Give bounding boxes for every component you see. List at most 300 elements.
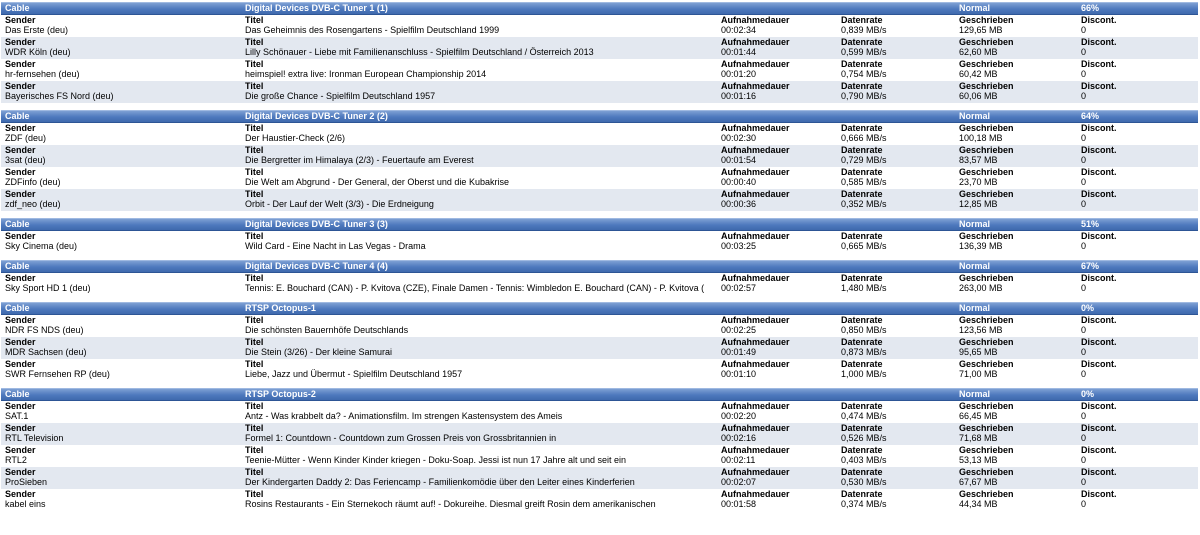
- recording-row: [1, 15, 1198, 37]
- tuner-type: Cable: [5, 111, 30, 121]
- written-cell: [959, 315, 1079, 337]
- title-cell: [245, 401, 715, 423]
- written-value: 263,00 MB: [959, 283, 1003, 293]
- discont-label: Discont.: [1081, 167, 1117, 177]
- duration-label: Aufnahmedauer: [721, 15, 790, 25]
- title-cell: [245, 123, 715, 145]
- datarate-value: 0,530 MB/s: [841, 477, 887, 487]
- written-value: 100,18 MB: [959, 133, 1003, 143]
- datarate-value: 0,666 MB/s: [841, 133, 887, 143]
- title-cell: [245, 423, 715, 445]
- written-cell: [959, 15, 1079, 37]
- datarate-label: Datenrate: [841, 359, 883, 369]
- discont-cell: [1081, 337, 1191, 359]
- discont-label: Discont.: [1081, 489, 1117, 499]
- title-value: Liebe, Jazz und Übermut - Spielfilm Deutschland 1957: [245, 369, 463, 379]
- datarate-value: 0,474 MB/s: [841, 411, 887, 421]
- written-value: 95,65 MB: [959, 347, 998, 357]
- datarate-cell: [841, 37, 951, 59]
- recording-row: [1, 489, 1198, 511]
- discont-value: 0: [1081, 25, 1087, 35]
- sender-value: kabel eins: [5, 499, 46, 509]
- title-label: Titel: [245, 467, 264, 477]
- recording-list: [1, 315, 1198, 381]
- tuner-header: [1, 218, 1198, 231]
- written-value: 129,65 MB: [959, 25, 1003, 35]
- sender-value: ZDFinfo (deu): [5, 177, 61, 187]
- written-cell: [959, 167, 1079, 189]
- tuner-load-percent: 66%: [1081, 3, 1100, 13]
- title-value: Antz - Was krabbelt da? - Animationsfilm. Im strengen Kastensystem des Ameis: [245, 411, 563, 421]
- written-cell: [959, 59, 1079, 81]
- sender-value: Bayerisches FS Nord (deu): [5, 91, 114, 101]
- duration-cell: [721, 123, 836, 145]
- datarate-value: 1,000 MB/s: [841, 369, 887, 379]
- title-cell: [245, 15, 715, 37]
- written-value: 60,42 MB: [959, 69, 998, 79]
- written-cell: [959, 423, 1079, 445]
- written-value: 83,57 MB: [959, 155, 998, 165]
- datarate-cell: [841, 189, 951, 211]
- datarate-label: Datenrate: [841, 59, 883, 69]
- title-cell: [245, 489, 715, 511]
- sender-value: RTL Television: [5, 433, 64, 443]
- discont-cell: [1081, 467, 1191, 489]
- written-label: Geschrieben: [959, 315, 1014, 325]
- tuner-block: [1, 110, 1198, 211]
- datarate-cell: [841, 273, 951, 295]
- tuner-load-percent: 64%: [1081, 111, 1100, 121]
- written-label: Geschrieben: [959, 37, 1014, 47]
- duration-label: Aufnahmedauer: [721, 123, 790, 133]
- sender-label: Sender: [5, 401, 36, 411]
- discont-label: Discont.: [1081, 37, 1117, 47]
- duration-cell: [721, 445, 836, 467]
- tuner-name: RTSP Octopus-1: [245, 303, 316, 313]
- title-label: Titel: [245, 37, 264, 47]
- discont-value: 0: [1081, 347, 1087, 357]
- discont-cell: [1081, 401, 1191, 423]
- recording-list: [1, 123, 1198, 211]
- duration-value: 00:01:58: [721, 499, 757, 509]
- written-cell: [959, 37, 1079, 59]
- written-value: 62,60 MB: [959, 47, 998, 57]
- written-value: 53,13 MB: [959, 455, 998, 465]
- duration-label: Aufnahmedauer: [721, 467, 790, 477]
- discont-value: 0: [1081, 477, 1087, 487]
- title-label: Titel: [245, 231, 264, 241]
- sender-cell: [5, 189, 241, 211]
- datarate-cell: [841, 145, 951, 167]
- datarate-label: Datenrate: [841, 489, 883, 499]
- duration-cell: [721, 189, 836, 211]
- duration-cell: [721, 489, 836, 511]
- tuner-type: Cable: [5, 3, 30, 13]
- title-value: Die große Chance - Spielfilm Deutschland 1957: [245, 91, 436, 101]
- recording-row: [1, 59, 1198, 81]
- title-cell: [245, 167, 715, 189]
- discont-cell: [1081, 189, 1191, 211]
- datarate-label: Datenrate: [841, 315, 883, 325]
- duration-value: 00:02:07: [721, 477, 757, 487]
- recording-row: [1, 273, 1198, 295]
- discont-value: 0: [1081, 155, 1087, 165]
- written-cell: [959, 337, 1079, 359]
- duration-cell: [721, 81, 836, 103]
- title-value: Formel 1: Countdown - Countdown zum Grossen Preis von Grossbritannien in: [245, 433, 557, 443]
- sender-cell: [5, 123, 241, 145]
- discont-label: Discont.: [1081, 145, 1117, 155]
- tuner-header: [1, 110, 1198, 123]
- title-cell: [245, 337, 715, 359]
- tuner-type: Cable: [5, 219, 30, 229]
- tuner-mode: Normal: [959, 111, 991, 121]
- datarate-cell: [841, 231, 951, 253]
- discont-label: Discont.: [1081, 315, 1117, 325]
- datarate-label: Datenrate: [841, 145, 883, 155]
- duration-value: 00:00:40: [721, 177, 757, 187]
- title-value: Die schönsten Bauernhöfe Deutschlands: [245, 325, 409, 335]
- recording-list: [1, 401, 1198, 511]
- discont-value: 0: [1081, 47, 1087, 57]
- tuner-mode: Normal: [959, 261, 991, 271]
- discont-label: Discont.: [1081, 273, 1117, 283]
- recording-row: [1, 401, 1198, 423]
- discont-label: Discont.: [1081, 337, 1117, 347]
- tuner-mode: Normal: [959, 219, 991, 229]
- sender-label: Sender: [5, 445, 36, 455]
- discont-cell: [1081, 123, 1191, 145]
- sender-label: Sender: [5, 189, 36, 199]
- sender-cell: [5, 359, 241, 381]
- written-label: Geschrieben: [959, 231, 1014, 241]
- discont-cell: [1081, 315, 1191, 337]
- duration-value: 00:02:34: [721, 25, 757, 35]
- sender-label: Sender: [5, 59, 36, 69]
- duration-label: Aufnahmedauer: [721, 423, 790, 433]
- sender-cell: [5, 315, 241, 337]
- title-value: Lilly Schönauer - Liebe mit Familienanschluss - Spielfilm Deutschland / Österreich 2013: [245, 47, 594, 57]
- discont-label: Discont.: [1081, 189, 1117, 199]
- written-value: 66,45 MB: [959, 411, 998, 421]
- discont-label: Discont.: [1081, 445, 1117, 455]
- sender-value: NDR FS NDS (deu): [5, 325, 84, 335]
- datarate-label: Datenrate: [841, 337, 883, 347]
- duration-label: Aufnahmedauer: [721, 273, 790, 283]
- sender-value: SAT.1: [5, 411, 29, 421]
- written-value: 60,06 MB: [959, 91, 998, 101]
- tuner-load-percent: 67%: [1081, 261, 1100, 271]
- discont-value: 0: [1081, 133, 1087, 143]
- title-label: Titel: [245, 423, 264, 433]
- title-label: Titel: [245, 401, 264, 411]
- recording-row: [1, 231, 1198, 253]
- duration-value: 00:02:30: [721, 133, 757, 143]
- discont-cell: [1081, 231, 1191, 253]
- sender-label: Sender: [5, 359, 36, 369]
- written-label: Geschrieben: [959, 337, 1014, 347]
- discont-value: 0: [1081, 433, 1087, 443]
- duration-value: 00:01:10: [721, 369, 757, 379]
- written-cell: [959, 467, 1079, 489]
- duration-cell: [721, 359, 836, 381]
- tuner-header: [1, 302, 1198, 315]
- discont-label: Discont.: [1081, 231, 1117, 241]
- duration-label: Aufnahmedauer: [721, 445, 790, 455]
- sender-value: zdf_neo (deu): [5, 199, 61, 209]
- written-label: Geschrieben: [959, 273, 1014, 283]
- discont-cell: [1081, 423, 1191, 445]
- written-label: Geschrieben: [959, 359, 1014, 369]
- title-value: Orbit - Der Lauf der Welt (3/3) - Die Erdneigung: [245, 199, 434, 209]
- discont-value: 0: [1081, 69, 1087, 79]
- sender-cell: [5, 167, 241, 189]
- duration-label: Aufnahmedauer: [721, 315, 790, 325]
- written-label: Geschrieben: [959, 15, 1014, 25]
- sender-value: ProSieben: [5, 477, 48, 487]
- recording-row: [1, 359, 1198, 381]
- duration-cell: [721, 315, 836, 337]
- recording-list: [1, 231, 1198, 253]
- datarate-value: 0,403 MB/s: [841, 455, 887, 465]
- sender-label: Sender: [5, 467, 36, 477]
- sender-label: Sender: [5, 231, 36, 241]
- sender-label: Sender: [5, 81, 36, 91]
- title-label: Titel: [245, 123, 264, 133]
- recording-row: [1, 189, 1198, 211]
- duration-label: Aufnahmedauer: [721, 167, 790, 177]
- datarate-value: 0,526 MB/s: [841, 433, 887, 443]
- tuner-name: Digital Devices DVB-C Tuner 3 (3): [245, 219, 388, 229]
- title-label: Titel: [245, 167, 264, 177]
- tuner-mode: Normal: [959, 389, 991, 399]
- discont-cell: [1081, 59, 1191, 81]
- discont-value: 0: [1081, 455, 1087, 465]
- sender-cell: [5, 273, 241, 295]
- datarate-label: Datenrate: [841, 423, 883, 433]
- sender-label: Sender: [5, 167, 36, 177]
- discont-label: Discont.: [1081, 15, 1117, 25]
- written-cell: [959, 489, 1079, 511]
- datarate-label: Datenrate: [841, 467, 883, 477]
- duration-cell: [721, 423, 836, 445]
- title-cell: [245, 359, 715, 381]
- title-cell: [245, 59, 715, 81]
- datarate-cell: [841, 15, 951, 37]
- sender-value: ZDF (deu): [5, 133, 47, 143]
- title-label: Titel: [245, 15, 264, 25]
- datarate-label: Datenrate: [841, 81, 883, 91]
- title-label: Titel: [245, 337, 264, 347]
- sender-cell: [5, 337, 241, 359]
- duration-label: Aufnahmedauer: [721, 359, 790, 369]
- discont-value: 0: [1081, 91, 1087, 101]
- discont-label: Discont.: [1081, 467, 1117, 477]
- title-cell: [245, 37, 715, 59]
- title-cell: [245, 81, 715, 103]
- sender-cell: [5, 445, 241, 467]
- sender-value: SWR Fernsehen RP (deu): [5, 369, 110, 379]
- datarate-cell: [841, 359, 951, 381]
- written-cell: [959, 401, 1079, 423]
- datarate-cell: [841, 81, 951, 103]
- duration-cell: [721, 167, 836, 189]
- tuner-load-percent: 51%: [1081, 219, 1100, 229]
- written-label: Geschrieben: [959, 423, 1014, 433]
- recording-row: [1, 445, 1198, 467]
- written-value: 136,39 MB: [959, 241, 1003, 251]
- discont-label: Discont.: [1081, 123, 1117, 133]
- title-label: Titel: [245, 315, 264, 325]
- datarate-label: Datenrate: [841, 167, 883, 177]
- sender-label: Sender: [5, 145, 36, 155]
- written-value: 71,68 MB: [959, 433, 998, 443]
- recording-row: [1, 167, 1198, 189]
- duration-label: Aufnahmedauer: [721, 231, 790, 241]
- duration-cell: [721, 37, 836, 59]
- written-cell: [959, 145, 1079, 167]
- sender-label: Sender: [5, 489, 36, 499]
- discont-cell: [1081, 359, 1191, 381]
- written-value: 123,56 MB: [959, 325, 1003, 335]
- duration-cell: [721, 59, 836, 81]
- title-value: Die Stein (3/26) - Der kleine Samurai: [245, 347, 393, 357]
- tuner-block: [1, 260, 1198, 295]
- duration-value: 00:02:16: [721, 433, 757, 443]
- sender-label: Sender: [5, 315, 36, 325]
- sender-label: Sender: [5, 15, 36, 25]
- duration-value: 00:02:57: [721, 283, 757, 293]
- datarate-cell: [841, 167, 951, 189]
- title-cell: [245, 231, 715, 253]
- sender-value: 3sat (deu): [5, 155, 46, 165]
- written-cell: [959, 231, 1079, 253]
- written-label: Geschrieben: [959, 59, 1014, 69]
- written-value: 67,67 MB: [959, 477, 998, 487]
- datarate-value: 0,839 MB/s: [841, 25, 887, 35]
- discont-cell: [1081, 445, 1191, 467]
- discont-label: Discont.: [1081, 359, 1117, 369]
- discont-value: 0: [1081, 411, 1087, 421]
- tuner-block: [1, 218, 1198, 253]
- sender-label: Sender: [5, 123, 36, 133]
- sender-value: Das Erste (deu): [5, 25, 69, 35]
- sender-cell: [5, 37, 241, 59]
- written-cell: [959, 123, 1079, 145]
- datarate-cell: [841, 315, 951, 337]
- tuner-mode: Normal: [959, 3, 991, 13]
- datarate-cell: [841, 489, 951, 511]
- tuner-name: Digital Devices DVB-C Tuner 1 (1): [245, 3, 388, 13]
- title-value: Rosins Restaurants - Ein Sternekoch räumt auf! - Dokureihe. Diesmal greift Rosin dem amerikanischen: [245, 499, 656, 509]
- recording-row: [1, 145, 1198, 167]
- duration-value: 00:02:25: [721, 325, 757, 335]
- discont-cell: [1081, 167, 1191, 189]
- discont-value: 0: [1081, 199, 1087, 209]
- duration-cell: [721, 467, 836, 489]
- written-label: Geschrieben: [959, 467, 1014, 477]
- tuner-name: RTSP Octopus-2: [245, 389, 316, 399]
- sender-cell: [5, 81, 241, 103]
- tuner-name: Digital Devices DVB-C Tuner 2 (2): [245, 111, 388, 121]
- tuner-header: [1, 388, 1198, 401]
- tuner-load-percent: 0%: [1081, 303, 1095, 313]
- title-value: Tennis: E. Bouchard (CAN) - P. Kvitova (CZE), Finale Damen - Tennis: Wimbledon E. Bouchard (CAN) - P. Kvitova (: [245, 283, 705, 293]
- tuner-type: Cable: [5, 303, 30, 313]
- written-value: 71,00 MB: [959, 369, 998, 379]
- sender-cell: [5, 145, 241, 167]
- written-label: Geschrieben: [959, 489, 1014, 499]
- title-cell: [245, 445, 715, 467]
- title-value: Wild Card - Eine Nacht in Las Vegas - Drama: [245, 241, 426, 251]
- duration-label: Aufnahmedauer: [721, 401, 790, 411]
- written-label: Geschrieben: [959, 123, 1014, 133]
- written-cell: [959, 273, 1079, 295]
- title-label: Titel: [245, 59, 264, 69]
- duration-value: 00:00:36: [721, 199, 757, 209]
- sender-cell: [5, 59, 241, 81]
- datarate-label: Datenrate: [841, 231, 883, 241]
- sender-cell: [5, 15, 241, 37]
- datarate-label: Datenrate: [841, 15, 883, 25]
- tuner-type: Cable: [5, 261, 30, 271]
- title-cell: [245, 315, 715, 337]
- discont-cell: [1081, 145, 1191, 167]
- duration-cell: [721, 401, 836, 423]
- duration-cell: [721, 15, 836, 37]
- discont-value: 0: [1081, 499, 1087, 509]
- duration-value: 00:02:20: [721, 411, 757, 421]
- sender-cell: [5, 401, 241, 423]
- duration-value: 00:01:49: [721, 347, 757, 357]
- recording-row: [1, 423, 1198, 445]
- sender-label: Sender: [5, 423, 36, 433]
- discont-cell: [1081, 489, 1191, 511]
- title-value: Die Welt am Abgrund - Der General, der Oberst und die Kubakrise: [245, 177, 509, 187]
- tuner-block: [1, 2, 1198, 103]
- written-label: Geschrieben: [959, 445, 1014, 455]
- title-cell: [245, 189, 715, 211]
- sender-cell: [5, 231, 241, 253]
- sender-value: RTL2: [5, 455, 27, 465]
- written-label: Geschrieben: [959, 189, 1014, 199]
- duration-label: Aufnahmedauer: [721, 337, 790, 347]
- discont-value: 0: [1081, 241, 1087, 251]
- duration-value: 00:03:25: [721, 241, 757, 251]
- discont-label: Discont.: [1081, 59, 1117, 69]
- recording-row: [1, 37, 1198, 59]
- discont-value: 0: [1081, 283, 1087, 293]
- tuner-header: [1, 260, 1198, 273]
- tuner-load-percent: 0%: [1081, 389, 1095, 399]
- sender-cell: [5, 467, 241, 489]
- datarate-value: 0,665 MB/s: [841, 241, 887, 251]
- sender-cell: [5, 489, 241, 511]
- title-label: Titel: [245, 81, 264, 91]
- datarate-value: 0,729 MB/s: [841, 155, 887, 165]
- recording-row: [1, 81, 1198, 103]
- discont-value: 0: [1081, 325, 1087, 335]
- duration-value: 00:01:16: [721, 91, 757, 101]
- datarate-cell: [841, 59, 951, 81]
- written-value: 12,85 MB: [959, 199, 998, 209]
- duration-cell: [721, 231, 836, 253]
- datarate-cell: [841, 467, 951, 489]
- duration-label: Aufnahmedauer: [721, 81, 790, 91]
- duration-cell: [721, 337, 836, 359]
- discont-cell: [1081, 81, 1191, 103]
- title-cell: [245, 467, 715, 489]
